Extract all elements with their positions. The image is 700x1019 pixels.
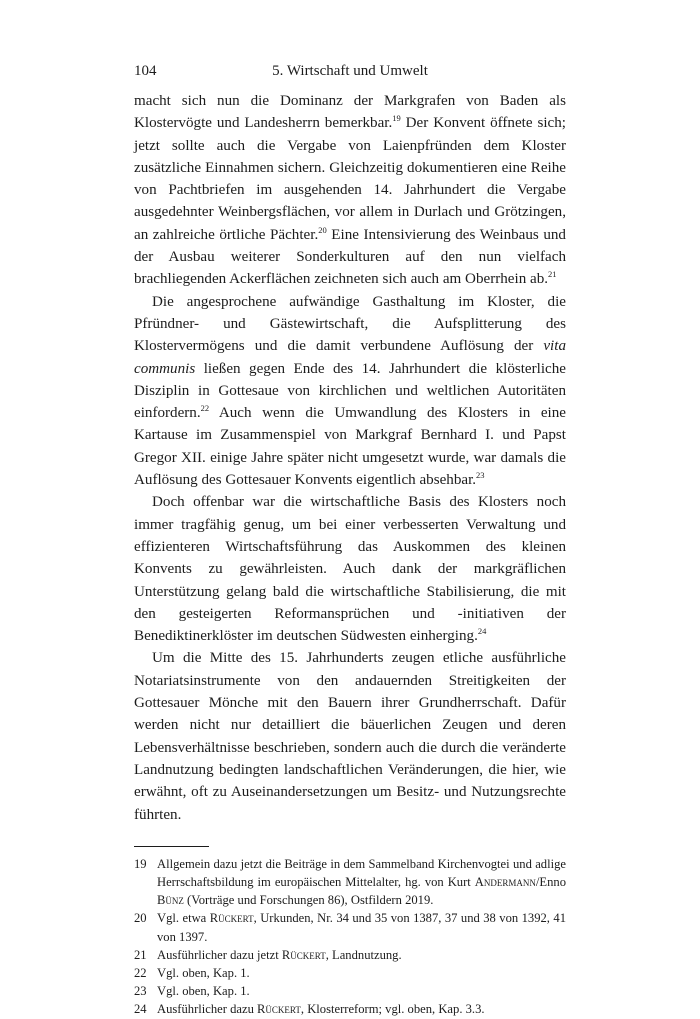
text-run: macht sich nun die Dominanz der Markgrafen von Baden als Klostervögte und Landesherrn bemerkbar.: [134, 93, 566, 132]
author-name: Rückert: [281, 947, 326, 962]
footnote-21: [134, 946, 566, 964]
footnote-ref-23[interactable]: 23: [476, 470, 485, 481]
footnote-ref-20[interactable]: 20: [318, 224, 327, 235]
text-run: , Landnutzung.: [325, 947, 402, 962]
paragraph: [134, 491, 566, 647]
paragraph: [134, 291, 566, 492]
book-page: [134, 58, 566, 1019]
text-run: ließen gegen Ende des 14. Jahrhundert die klösterliche Disziplin in Gottesaue von kirchlichen und weltlichen Autoritäten einfordern.: [134, 360, 566, 422]
text-run: Allgemein dazu jetzt die Beiträge in dem Sammelband Kirchenvogtei und adlige Herrschaftsbildung im europäischen Mittelalter, hg. von Kurt: [157, 856, 566, 889]
text-run: Vgl. etwa: [157, 911, 210, 926]
text-run: Ausführlicher dazu jetzt: [157, 947, 282, 962]
text-run: Eine Intensivierung des Weinbaus und der Ausbau weiterer Sonderkulturen auf den nun vielfach brachliegenden Ackerflächen zeichneten sich auch am Oberrhein ab.: [134, 226, 566, 288]
text-run: Vgl. oben, Kap. 1.: [157, 966, 250, 981]
footnote-number: 22: [134, 966, 147, 981]
text-run: Der Konvent öffnete sich; jetzt sollte auch die Vergabe von Laienpfründen dem Kloster zusätzliche Einnahmen sichern. Gleichzeitig dokumentieren eine Reihe von Pachtbriefen im ausgehenden 14. Jahrhundert die Vergabe ausgedehnter Weinbergsflächen, vor allem in Durlach und Grötzingen, an zahlreiche örtliche Pächter.: [134, 115, 566, 243]
text-run: (Vorträge und Forschungen 86), Ostfildern 2019.: [183, 893, 434, 908]
footnote-number: 21: [134, 947, 147, 962]
footnote-22: [134, 964, 566, 982]
text-run: Vgl. oben, Kap. 1.: [157, 984, 250, 999]
footnote-ref-19[interactable]: 19: [392, 113, 401, 124]
footnote-number: 23: [134, 984, 147, 999]
paragraph: [134, 647, 566, 825]
footnote-ref-22[interactable]: 22: [200, 403, 210, 414]
paragraph: [134, 90, 566, 291]
author-name: Rückert: [257, 1002, 301, 1017]
text-run: , Klosterreform; vgl. oben, Kap. 3.3.: [300, 1002, 485, 1017]
author-name: Bünz: [157, 893, 184, 908]
footnote-number: 19: [134, 856, 147, 871]
italic-term: vita communis: [134, 338, 566, 377]
text-run: Um die Mitte des 15. Jahrhunderts zeugen etliche ausführliche Notariatsinstrumente von den andauernden Streitigkeiten der Gottesauer Mönche mit den Bauern ihrer Grundherrschaft. Dafür werden nicht nur detailliert die bäuerlichen Zeugen und deren Lebensverhältnisse beschrieben, sondern auch die durch die veränderte Landnutzung bedingten landschaftlichen Veränderungen, die hier, wie erwähnt, oft zu Auseinandersetzungen um Besitz- und Nutzungsrechte führten.: [134, 650, 566, 823]
footnotes: [134, 855, 566, 1019]
text-run: Doch offenbar war die wirtschaftliche Basis des Klosters noch immer tragfähig genug, um bei einer verbesserten Verwaltung und effizienteren Wirtschaftsführung das Auskommen des kleinen Konvents zu gewährleisten. Auch dank der markgräflichen Unterstützung gelang bald die wirtschaftliche Stabilisierung, die mit den gesteigerten Reformansprüchen und -initiativen der Benediktinerklöster im deutschen Südwesten einherging.: [134, 494, 566, 645]
footnote-19: [134, 855, 566, 910]
running-head: [134, 58, 566, 84]
footnote-20: [134, 909, 566, 945]
page-number: 104: [134, 63, 157, 79]
footnote-number: 24: [134, 1002, 147, 1017]
footnote-number: 20: [134, 911, 147, 926]
footnote-ref-21[interactable]: 21: [548, 269, 557, 280]
author-name: Andermann: [474, 875, 536, 889]
footnote-separator: [134, 846, 209, 847]
footnote-23: [134, 982, 566, 1000]
text-run: Ausführlicher dazu: [157, 1002, 258, 1017]
text-run: , Urkunden, Nr. 34 und 35 von 1387, 37 und 38 von 1392, 41 von 1397.: [157, 911, 567, 944]
footnote-ref-24[interactable]: 24: [477, 626, 487, 637]
text-run: /Enno: [535, 875, 566, 889]
author-name: Rückert: [209, 911, 254, 926]
text-run: Die angesprochene aufwändige Gasthaltung im Kloster, die Pfründner- und Gästewirtschaft, die Aufsplitterung des Klostervermögens und die damit verbundene Auflösung der: [134, 293, 566, 355]
text-run: Auch wenn die Umwandlung des Klosters in eine Kartause im Zusammenspiel von Markgraf Bernhard I. und Papst Gregor XII. einige Jahre später nicht umgesetzt wurde, war damals die Auflösung des Gottesauer Konvents eigentlich absehbar.: [134, 405, 566, 489]
body-text: [134, 90, 566, 826]
running-title: 5. Wirtschaft und Umwelt: [272, 63, 428, 79]
footnote-24: [134, 1000, 566, 1018]
